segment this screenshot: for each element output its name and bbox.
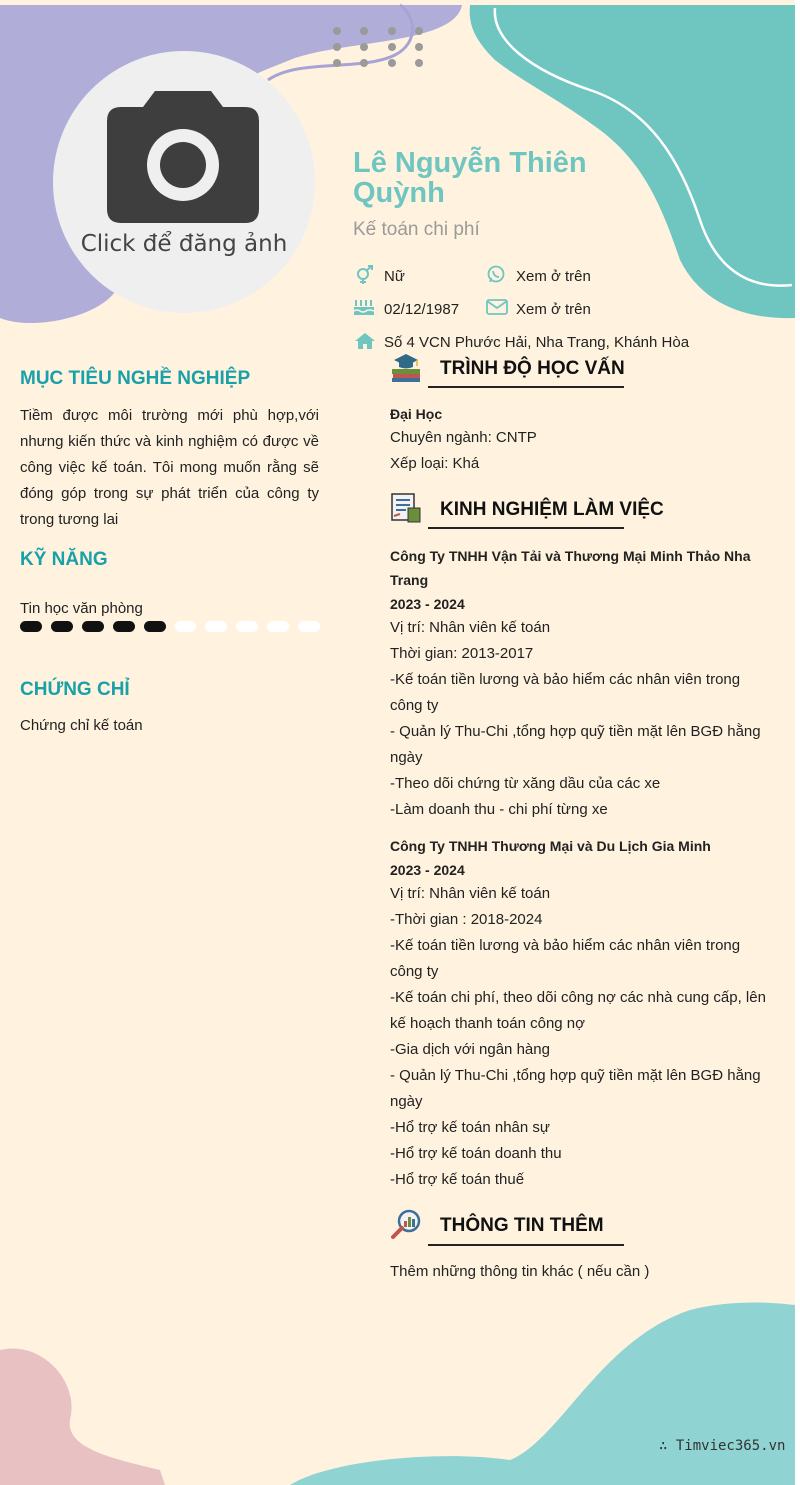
job-2-company: Công Ty TNHH Thương Mại và Du Lịch Gia Minh	[390, 838, 711, 854]
additional-heading: THÔNG TIN THÊM	[440, 1215, 604, 1236]
upload-photo-label: Click để đăng ảnh	[80, 231, 288, 257]
birthday-cake-icon	[353, 296, 375, 316]
job-2-line: -Hổ trợ kế toán doanh thu	[390, 1145, 562, 1162]
job-1-period: 2023 - 2024	[390, 596, 465, 612]
job-1-line: -Làm doanh thu - chi phí từng xe	[390, 801, 608, 818]
education-major: Chuyên ngành: CNTP	[390, 429, 537, 446]
address-value: Số 4 VCN Phước Hải, Nha Trang, Khánh Hòa	[384, 334, 690, 351]
additional-text: Thêm những thông tin khác ( nếu cần )	[390, 1263, 650, 1280]
job-2-line: -Kế toán chi phí, theo dõi công nợ các nhà cung cấp, lên kế hoạch thanh toán công nợ	[390, 989, 766, 1032]
certificates-heading: CHỨNG CHỈ	[20, 679, 130, 700]
objective-heading: MỤC TIÊU NGHỀ NGHIỆP	[20, 368, 251, 389]
skill-dot-empty	[205, 621, 227, 632]
education-heading: TRÌNH ĐỘ HỌC VẤN	[440, 358, 625, 379]
additional-heading-underline	[428, 1244, 624, 1246]
brand-watermark: ∴ Timviec365.vn	[659, 1438, 786, 1454]
skill-dot-filled	[144, 621, 166, 632]
skill-name: Tin học văn phòng	[20, 600, 143, 617]
skill-dot-filled	[113, 621, 135, 632]
magnifier-chart-icon	[390, 1208, 422, 1240]
skill-dot-filled	[20, 621, 42, 632]
skill-dot-empty	[175, 621, 197, 632]
experience-heading-underline	[428, 527, 624, 529]
skills-heading: KỸ NĂNG	[20, 549, 108, 570]
email-value: Xem ở trên	[516, 301, 591, 318]
skill-dot-empty	[236, 621, 258, 632]
phone-value: Xem ở trên	[516, 268, 591, 285]
skill-dot-filled	[51, 621, 73, 632]
job-2-line: -Kế toán tiền lương và bảo hiểm các nhân viên trong công ty	[390, 937, 741, 980]
candidate-name: Lê Nguyễn Thiên Quỳnh	[353, 147, 587, 209]
pink-blob	[0, 1348, 165, 1485]
education-grade: Xếp loại: Khá	[390, 455, 480, 472]
education-heading-underline	[428, 386, 624, 388]
avatar-upload[interactable]	[53, 51, 315, 313]
skill-dot-empty	[298, 621, 320, 632]
job-1-line: - Quản lý Thu-Chi ,tổng hợp quỹ tiền mặt lên BGĐ hằng ngày	[390, 723, 761, 766]
job-1-line: -Kế toán tiền lương và bảo hiểm các nhân viên trong công ty	[390, 671, 741, 714]
skill-rating	[20, 621, 320, 633]
job-2-line: Vị trí: Nhân viên kế toán	[390, 885, 551, 902]
phone-icon	[486, 265, 506, 285]
birthday-value: 02/12/1987	[384, 301, 460, 318]
gender-icon	[355, 265, 375, 285]
job-1-line: -Theo dõi chứng từ xăng dầu của các xe	[390, 775, 661, 792]
job-2-line: -Hổ trợ kế toán nhân sự	[390, 1119, 550, 1136]
job-2-line: -Thời gian : 2018-2024	[390, 911, 543, 928]
education-school: Đại Học	[390, 406, 443, 422]
job-1-line: Thời gian: 2013-2017	[390, 645, 534, 662]
education-books-icon	[390, 351, 422, 383]
job-1-line: Vị trí: Nhân viên kế toán	[390, 619, 551, 636]
job-2-line: -Hổ trợ kế toán thuế	[390, 1171, 525, 1188]
job-2-period: 2023 - 2024	[390, 862, 465, 878]
certificate-item: Chứng chỉ kế toán	[20, 717, 143, 734]
job-title: Kế toán chi phí	[353, 219, 480, 240]
objective-text: Tiềm được môi trường mới phù hợp,với nhưng kiến thức và kinh nghiệm có được về công việc kế toán. Tôi mong muốn rằng sẽ đóng góp trong sự phát triển của công ty trong tương lai	[20, 407, 319, 528]
gender-value: Nữ	[384, 268, 405, 285]
skill-dot-empty	[267, 621, 289, 632]
experience-heading: KINH NGHIỆM LÀM VIỆC	[440, 499, 664, 520]
job-2-line: -Gia dịch với ngân hàng	[390, 1041, 550, 1058]
camera-icon	[105, 89, 261, 223]
job-2-line: - Quản lý Thu-Chi ,tổng hợp quỹ tiền mặt lên BGĐ hằng ngày	[390, 1067, 761, 1110]
job-1-company: Công Ty TNHH Vận Tải và Thương Mại Minh Thảo Nha Trang	[390, 548, 751, 588]
email-icon	[486, 299, 508, 315]
home-icon	[354, 332, 376, 350]
skill-dot-filled	[82, 621, 104, 632]
bottom-teal-blob	[290, 1303, 795, 1485]
work-experience-icon	[390, 492, 422, 524]
